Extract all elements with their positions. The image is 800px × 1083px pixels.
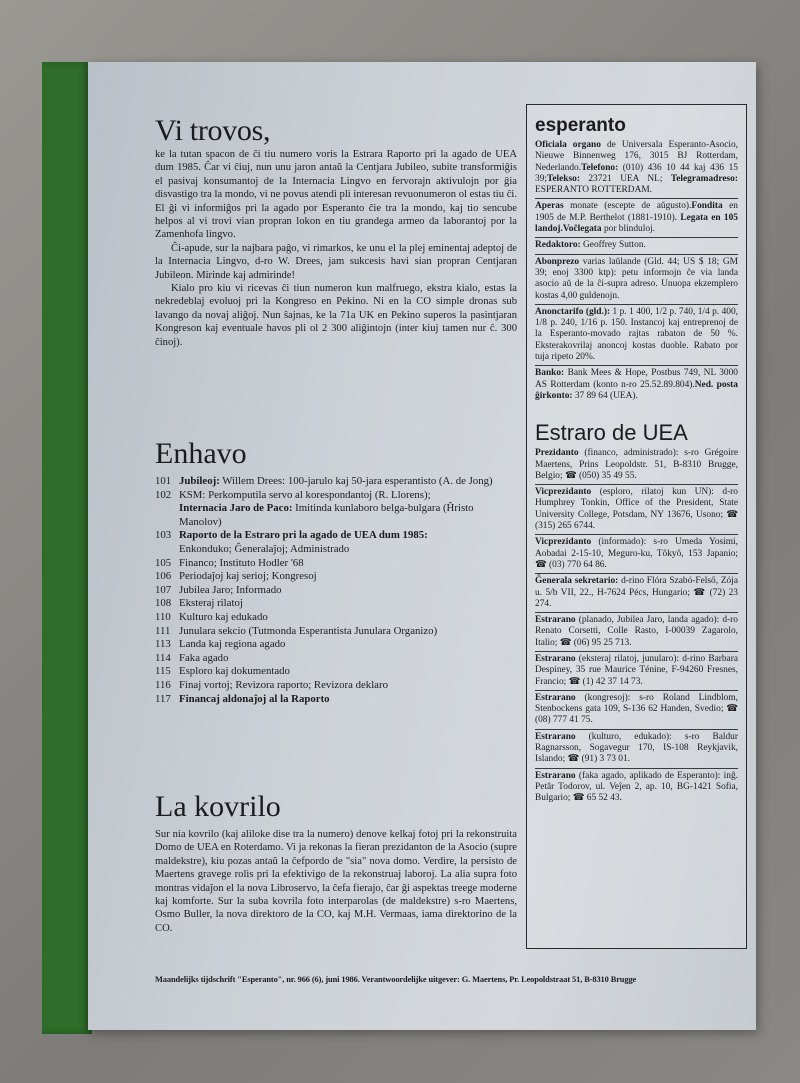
contents-item-plain: Faka agado xyxy=(179,651,229,664)
contents-item-text xyxy=(179,584,517,598)
board-entry xyxy=(535,732,738,766)
contents-item-plain: Landa kaj regiona agado xyxy=(179,638,286,651)
contents-item xyxy=(155,584,517,598)
masthead-entry-text: 1 p. 1 400, 1/2 p. 740, 1/4 p. 400, 1/8 p. 240, 1/16 p. 150. Instancoj kaj entreprenoj de la Esperanto-movado rajtas rabaton de 50 %. Eksterakovrilaj anoncoj kostas duoble. Rabato por tuja ripeto 20%. xyxy=(535,306,738,363)
board-entry-text: (kongresoj): s-ro Roland Lindblom, Stenbockens gata 109, S-136 62 Handen, Svedio; ☎ (08) 777 41 75. xyxy=(535,692,738,726)
contents-item-number: 115 xyxy=(155,665,171,678)
contents-item-number xyxy=(155,543,179,557)
contents-item-plain: Jubilea Jaro; Informado xyxy=(179,583,282,596)
masthead-entry-label: Banko: xyxy=(535,368,565,379)
masthead-entry-label: Telekso: xyxy=(546,173,580,184)
masthead-entry-label: Anonctarifo (gld.): xyxy=(535,306,611,317)
contents-item-text xyxy=(179,557,517,571)
contents-item-number: 113 xyxy=(155,638,171,651)
magazine-page xyxy=(88,62,756,1030)
contents-item xyxy=(155,638,517,652)
contents-item-plain: KSM: Perkomputila servo al korespondantoj (R. Llorens); xyxy=(179,488,431,501)
masthead-entry-label: Ned. posta ĝirkonto: xyxy=(535,379,738,401)
masthead-entry-text: varias laŭlande (Gld. 44; US $ 18; GM 39; enoj 3300 ktp): petu informojn ĉe via landa asocio aŭ de la ĉi-supra adreso. Unuopa ekzemplero kostas 4,00 guldenojn. xyxy=(535,256,738,301)
masthead-entry-text: ESPERANTO ROTTERDAM. xyxy=(535,185,653,196)
contents-item-plain: Esploro kaj dokumentado xyxy=(179,665,290,678)
board-entry xyxy=(535,537,738,571)
separator-line xyxy=(535,534,738,535)
masthead-entry-text: monate (escepte de aŭgusto). xyxy=(563,201,692,212)
board-entry xyxy=(535,487,738,532)
contents-item-plain: Finaj vortoj; Revizora raporto; Revizora deklaro xyxy=(179,678,388,691)
contents-item-plain: Junulara sekcio (Tutmonda Esperantista Junulara Organizo) xyxy=(179,624,438,637)
board-entry-label: Vicprezidanto xyxy=(535,487,592,498)
contents-item-bold: Jubileoj: xyxy=(179,475,220,487)
board-entry-text: (financo, administrado): s-ro Grégoire Maertens, Prins Leopoldstr. 51, B-8310 Brugge, Belgio; ☎ (050) 35 49 55. xyxy=(535,448,738,481)
contents-item xyxy=(155,679,517,693)
board-entry-label: Estrarano xyxy=(535,770,576,781)
masthead-name: esperanto xyxy=(535,115,626,136)
contents-item-number: 106 xyxy=(155,570,172,583)
contents-item xyxy=(155,489,517,503)
intro-paragraph-2: Ĉi-apude, sur la najbara paĝo, vi rimarkos, ke unu el la plej eminentaj adeptoj de la Internacia Lingvo, d-ro W. Drees, jam sukcesis havi sian propran Centjaran Jubileon. Mirinde kaj admirinde! xyxy=(155,242,517,281)
masthead-entry-label: Aperas xyxy=(535,201,564,212)
contents-item-plain: Periodaĵoj kaj serioj; Kongresoj xyxy=(179,570,317,583)
board-entry-text: (kulturo, edukado): s-ro Baldur Ragnarsson, Sogavegur 170, IS-108 Reykjavik, Islando; ☎ (91) 3 73 01. xyxy=(535,731,738,765)
board-entry-text: (planado, Jubilea Jaro, landa agado): d-ro Renato Corsetti, Colle Rasto, I-00039 Zagarolo, Italio; ☎ (06) 95 25 713. xyxy=(535,615,738,648)
masthead-entry-label: Abonprezo xyxy=(535,256,580,267)
board-entry-label: Estrarano xyxy=(535,692,576,703)
masthead-entry-text: Geoffrey Sutton. xyxy=(580,240,646,251)
separator-line xyxy=(535,573,738,574)
contents-item-number: 102 xyxy=(155,488,172,501)
board-entry xyxy=(535,654,738,688)
masthead-entry-text: (010) 436 10 44 kaj 436 15 39; xyxy=(535,162,738,184)
board-entry xyxy=(535,615,738,649)
board-entry-label: Estrarano xyxy=(535,731,576,742)
masthead-entry-label: Oficiala organo xyxy=(535,140,601,150)
contents-item-plain: Willem Drees: 100-jarulo kaj 50-jara esperantisto (A. de Jong) xyxy=(219,475,493,487)
separator-line xyxy=(535,237,738,238)
board-entry xyxy=(535,771,738,805)
masthead-entry-label: Legata en 105 landoj. xyxy=(535,212,738,235)
contents-list xyxy=(155,475,517,706)
masthead-box xyxy=(526,104,747,949)
contents-item xyxy=(155,665,517,679)
contents-item xyxy=(155,475,517,489)
board-entry-label: Estrarano xyxy=(535,615,576,626)
contents-item-number: 107 xyxy=(155,583,172,596)
contents-item xyxy=(155,543,517,557)
board-entries xyxy=(535,448,738,804)
contents-item-text xyxy=(179,570,517,584)
contents-item xyxy=(155,502,517,529)
masthead-entry-text: 37 89 64 (UEA). xyxy=(572,390,638,401)
contents-section xyxy=(155,437,517,706)
masthead-entry-text: por blinduloj. xyxy=(601,224,655,235)
contents-item-text xyxy=(179,502,517,529)
contents-item-number: 111 xyxy=(155,624,171,637)
contents-item-text xyxy=(179,611,517,625)
masthead-entry-label: Telefono: xyxy=(581,162,619,173)
contents-item-text xyxy=(179,693,517,707)
contents-item-text xyxy=(179,543,517,557)
contents-item-text xyxy=(179,679,517,693)
masthead-entry-label: Telegramadreso: xyxy=(670,173,738,184)
separator-line xyxy=(535,365,738,366)
separator-line xyxy=(535,651,738,652)
board-entry xyxy=(535,576,738,610)
intro-paragraph-3: Kialo pro kiu vi ricevas ĉi tiun numeron kun malfruego, ekstra kialo, estas la nekredeblaj evoluoj pri la Kongreso en Pekino. Ni en la CO simple dronas sub lavango da novaj aliĝoj. Nun ŝajnas, ke la 71a UK en Pekino superos la pasintjaran Kongreson kaj eventuale havos pli ol 2 300 aliĝintojn (inter kiuj tamen nur ĉ. 300 ĉinoj). xyxy=(155,283,517,348)
intro-paragraph-1: ke la tutan spacon de ĉi tiu numero voris la Estrara Raporto pri la agado de UEA dum 1985. Ĉar vi ĉiuj, nun unu jaron antaŭ la Centjara Jubileo, subite transformiĝis el pasivaj konsumantoj de la Internacia Lingvo en fervorajn aktivulojn por ĝia disvastigo tra la mondo, vi ne povus atendi pli interesan revuonumeron ol estas tiu ĉi. El ĝi vi informiĝos pri la agado por Esperanto ĉie tra la mondo, kaj tio sencube helpos al vi trovi vian propran lokon en tiu grandega armeo da laborantoj por la Zamenhofa lingvo. xyxy=(155,149,517,241)
board-title: Estraro de UEA xyxy=(535,420,688,446)
contents-item-plain: Kulturo kaj edukado xyxy=(179,610,268,623)
separator-line xyxy=(535,690,738,691)
masthead-entry-text: de Universala Esperanto-Asocio, Nieuwe Binnenweg 176, 3015 BJ Rotterdam, Nederlando. xyxy=(535,140,739,173)
board-entry xyxy=(535,693,738,727)
contents-item-plain: Enkonduko; Ĝeneralaĵoj; Administrado xyxy=(179,542,350,555)
contents-item-plain: Eksteraj rilatoj xyxy=(179,597,243,610)
board-entry-text: d-rino Flóra Szabó-Felső, Zója u. 5/b VII, 22., H-7624 Pécs, Hungario; ☎ (72) 23 274. xyxy=(535,576,738,609)
masthead-entry xyxy=(535,307,738,363)
contents-item-number: 103 xyxy=(155,529,172,542)
masthead-entry-text: en 1905 de M.P. Berthelot (1881-1910). xyxy=(535,201,738,223)
masthead-entry xyxy=(535,201,738,235)
contents-item xyxy=(155,611,517,625)
masthead-entry-label: Fondita xyxy=(691,201,723,212)
cover-section xyxy=(155,790,517,935)
contents-item-text xyxy=(179,475,517,489)
masthead-entry xyxy=(535,140,738,196)
contents-item xyxy=(155,597,517,611)
separator-line xyxy=(535,254,738,255)
contents-item xyxy=(155,652,517,666)
cover-title: La kovrilo xyxy=(155,790,281,823)
contents-item xyxy=(155,625,517,639)
board-entry xyxy=(535,448,738,482)
contents-item-number: 117 xyxy=(155,692,171,705)
contents-item xyxy=(155,693,517,707)
separator-line xyxy=(535,768,738,769)
contents-item-number: 105 xyxy=(155,556,172,569)
contents-item-number: 110 xyxy=(155,610,171,623)
contents-item-number: 116 xyxy=(155,678,171,691)
masthead-entries xyxy=(535,140,738,402)
contents-item-bold: Financaj aldonaĵoj al la Raporto xyxy=(179,692,330,705)
masthead-entry-text: Bank Mees & Hope, Postbus 749, NL 3000 AS Rotterdam (konto n-ro 25.52.89.804). xyxy=(535,368,738,390)
board-entry-text: (esploro, rilatoj kun UN): d-ro Humphrey Tonkin, Office of the President, State University College, Potsdam, NY 13676, Usono; ☎ (315) 265 6744. xyxy=(535,487,738,532)
publication-footer: Maandelijks tijdschrift "Esperanto", nr. 966 (6), juni 1986. Verantwoordelijke uitgever: G. Maertens, Pr. Leopoldstraat 51, B-8310 Brugge xyxy=(155,975,637,984)
board-entry-label: Vicprezidanto xyxy=(535,537,592,548)
separator-line xyxy=(535,612,738,613)
separator-line xyxy=(535,198,738,199)
green-binding-strip xyxy=(42,62,92,1034)
contents-item-text xyxy=(179,489,517,503)
contents-item-bold: Raporto de la Estraro pri la agado de UEA dum 1985: xyxy=(179,529,428,542)
masthead-entry xyxy=(535,257,738,302)
board-entry-label: Estrarano xyxy=(535,653,576,664)
contents-item-number: 101 xyxy=(155,475,172,487)
contents-item-text xyxy=(179,665,517,679)
board-entry-text: (faka agado, aplikado de Esperanto): inĝ. Petăr Todorov, ul. Veĵen 2, ap. 10, BG-1421 Sofia, Bulgario; ☎ 65 52 43. xyxy=(535,770,738,804)
contents-item-text xyxy=(179,638,517,652)
contents-item xyxy=(155,557,517,571)
masthead-entry-label: Voĉlegata xyxy=(562,224,602,235)
separator-line xyxy=(535,484,738,485)
contents-item-number: 108 xyxy=(155,597,172,610)
contents-item-text xyxy=(179,597,517,611)
board-entry-label: Prezidanto xyxy=(535,448,579,459)
cover-paragraph: Sur nia kovrilo (kaj aliloke dise tra la numero) denove kelkaj fotoj pri la rekonstruita Domo de UEA en Roterdamo. Vi ja rekonas la fieran prezidanton de la Asocio (supre maldekstre), kiu pozas antaŭ la ĉefpordo de "sia" nova domo. Verdire, la persisto de Maertens gravege rolis pri la efektivigo de la rekonstruaj laboroj. La alia supra foto montras vidaĵon el la nova Libroservo, la ĉefa fierajo, ĉar ĝi aspektas treege moderne kaj komforte. Sur la suba kovrila foto interparolas (de maldekstre) s-ro Maertens, Osmo Buller, la nova direktoro de la CO, kaj M.H. Vermaas, iama direktorino de la CO. xyxy=(155,829,517,934)
contents-item-number xyxy=(155,502,179,529)
masthead-entry xyxy=(535,240,738,251)
contents-item xyxy=(155,529,517,543)
masthead-entry-label: Redaktoro: xyxy=(535,240,581,251)
contents-item-plain: Financo; Instituto Hodler '68 xyxy=(179,556,304,569)
masthead-entry xyxy=(535,368,738,402)
contents-item-text xyxy=(179,625,517,639)
board-entry-label: Ĝenerala sekretario: xyxy=(535,576,619,587)
contents-item-number: 114 xyxy=(155,651,171,664)
intro-title: Vi trovos, xyxy=(155,114,271,147)
separator-line xyxy=(535,304,738,305)
contents-item xyxy=(155,570,517,584)
separator-line xyxy=(535,729,738,730)
contents-item-bold: Internacia Jaro de Paco: xyxy=(179,502,293,515)
board-entry-text: (informado): s-ro Umeda Yosimi, Aobadai 2-15-10, Meguro-ku, Tôkyô, 153 Japanio; ☎ (03) 770 64 86. xyxy=(535,537,738,570)
contents-item-text xyxy=(179,652,517,666)
contents-title: Enhavo xyxy=(155,437,247,470)
masthead-entry-text: 23721 UEA NL; xyxy=(579,173,671,184)
board-entry-text: (eksteraj rilatoj, junularo): d-rino Barbara Despiney, 35 rue Maurice Ténine, F-94260 Fresnes, Francio; ☎ (1) 42 37 14 73. xyxy=(535,653,738,687)
contents-item-plain: Imitinda kunlaboro belga-bulgara (Ĥristo Manolov) xyxy=(179,502,474,528)
intro-section xyxy=(155,114,517,349)
contents-item-text xyxy=(179,529,517,543)
